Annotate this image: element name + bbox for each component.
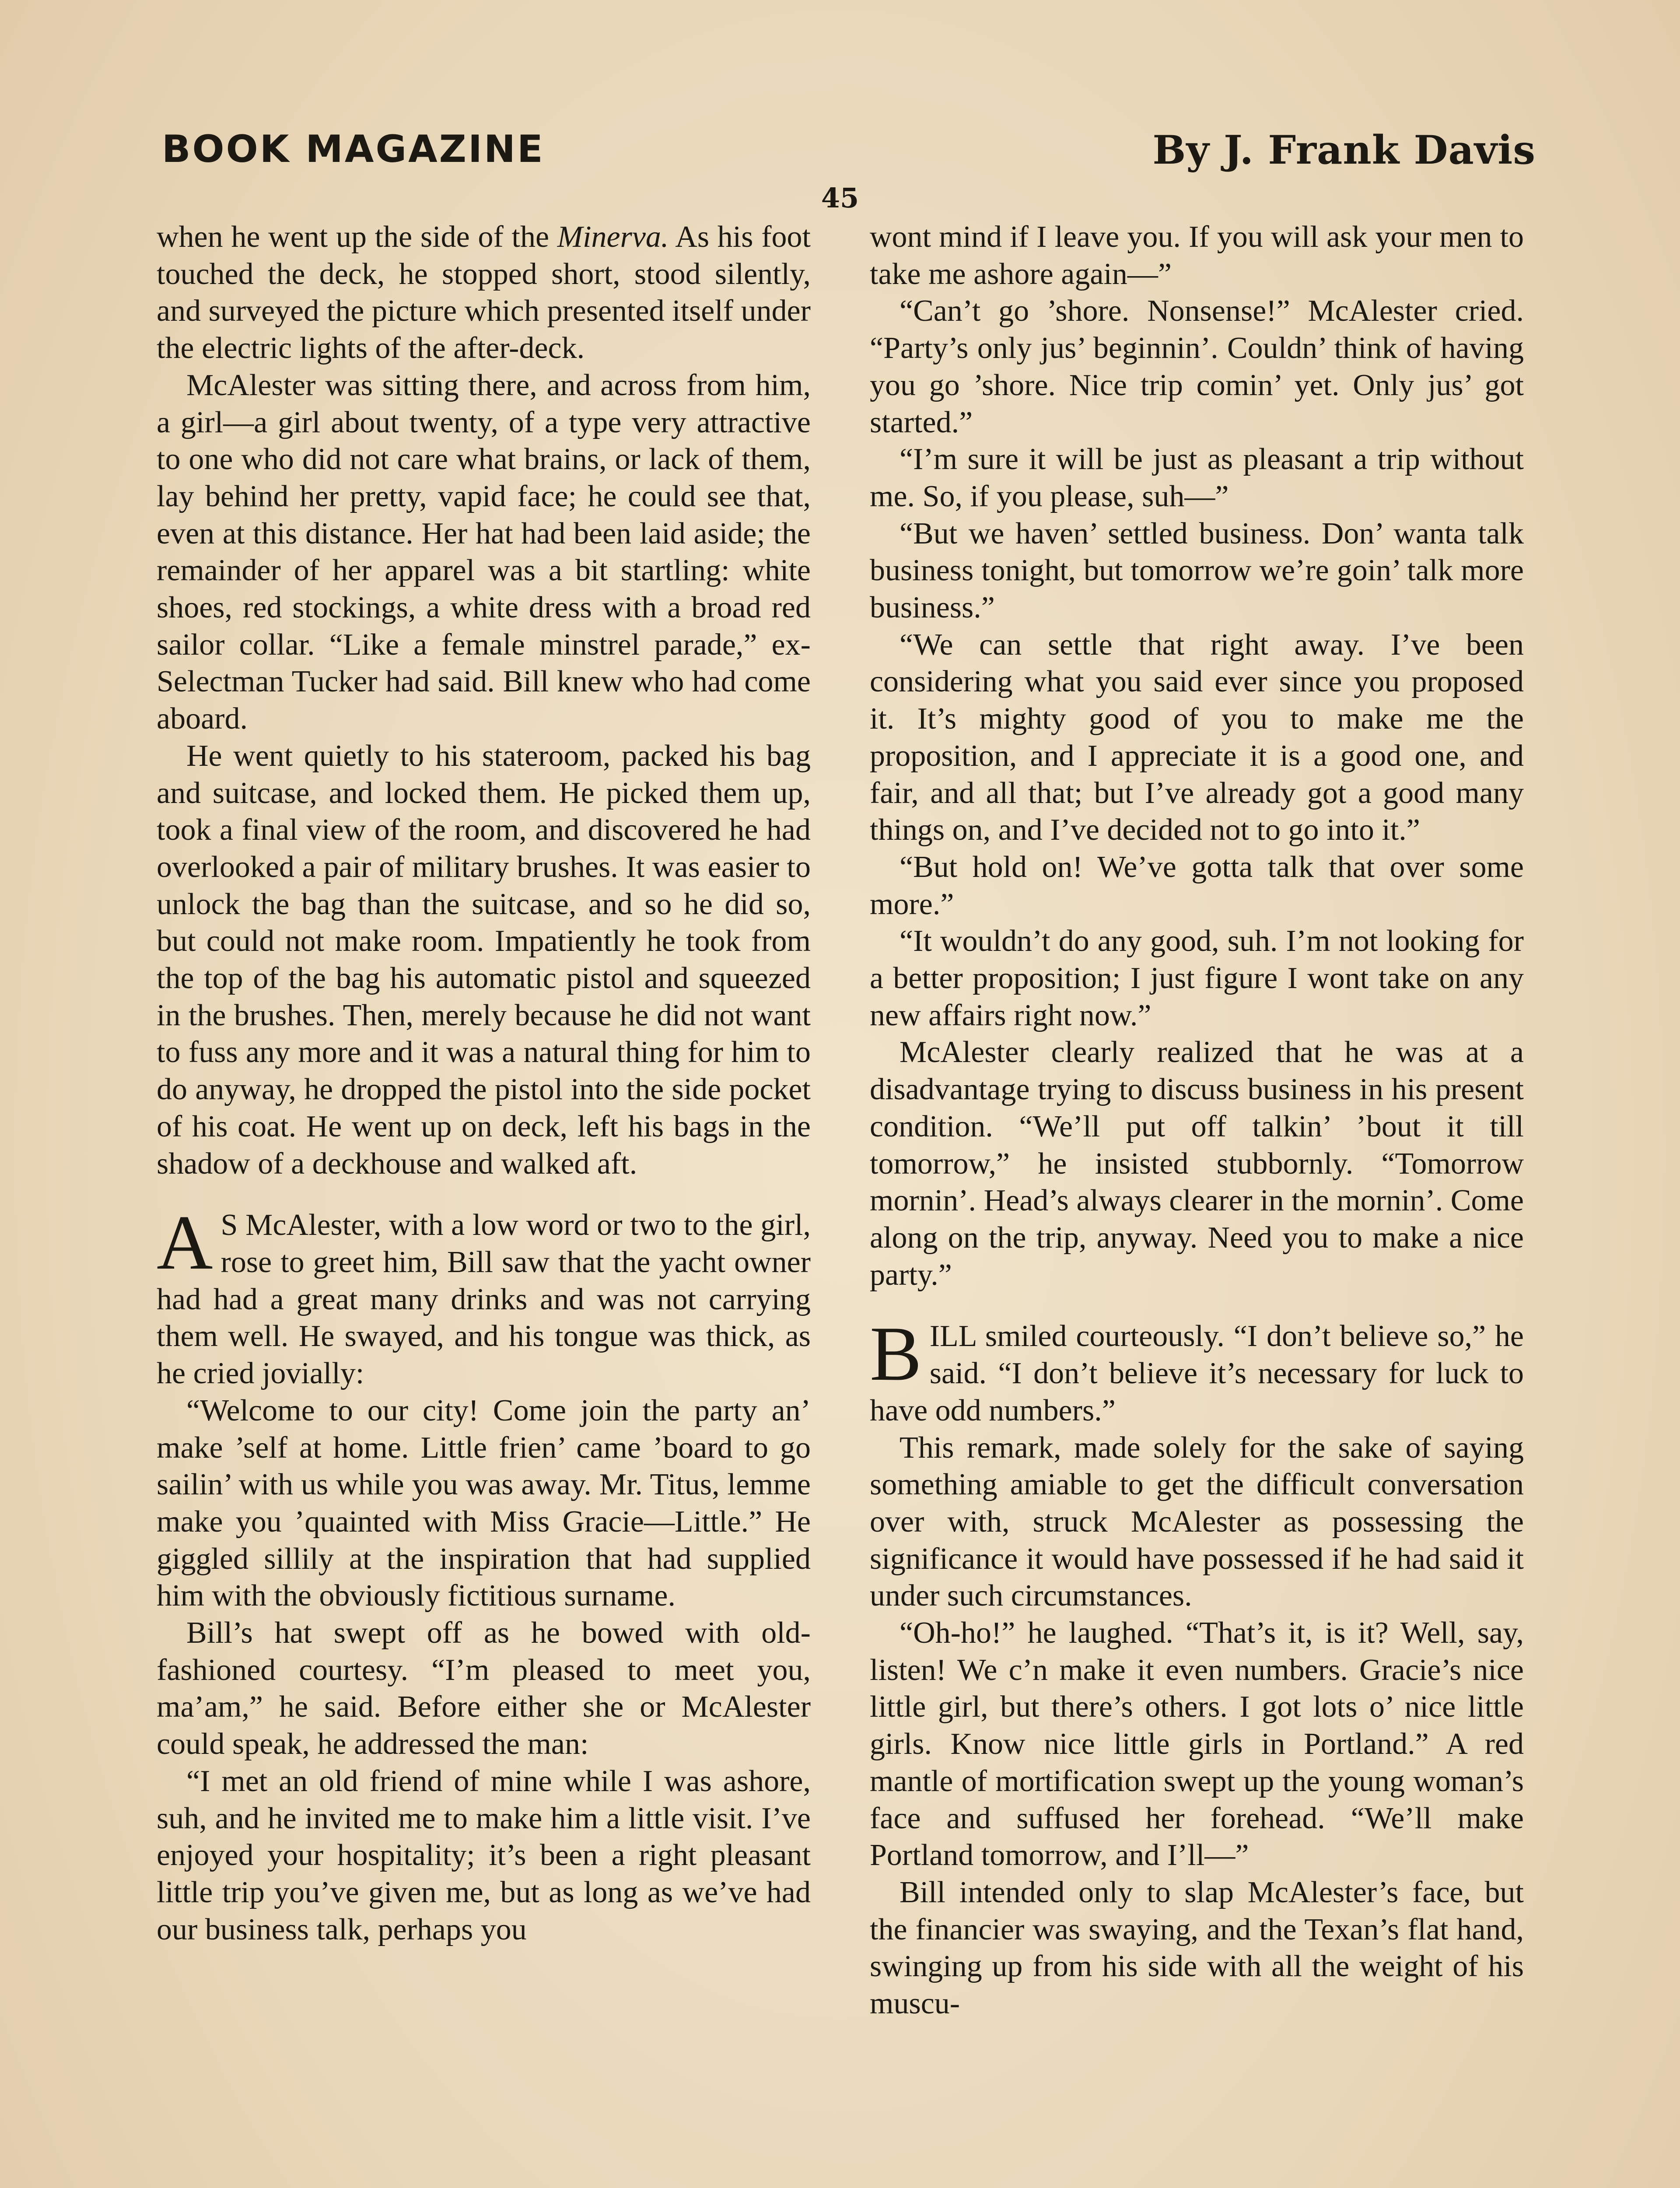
right-column: [870, 219, 1524, 2023]
paragraph: “But we haven’ settled business. Don’ wanta talk business tonight, but tomorrow we’re goin’ talk more business.”: [870, 516, 1524, 625]
paragraph: “Can’t go ’shore. Nonsense!” McAlester cried. “Party’s only jus’ beginnin’. Couldn’ think of having you go ’shore. Nice trip comin’ yet. Only jus’ got started.”: [870, 294, 1524, 439]
paragraph: BILL smiled courteously. “I don’t believe so,” he said. “I don’t believe it’s necessary for luck to have odd numbers.”: [870, 1310, 1524, 1427]
paragraph: Bill intended only to slap McAlester’s face, but the financier was swaying, and the Texan’s flat hand, swinging up from his side with all the weight of his muscu-: [870, 1875, 1524, 2021]
paragraph: McAlester was sitting there, and across from him, a girl—a girl about twenty, of a type very attractive to one who did not care what brains, or lack of them, lay behind her pretty, vapid face; he could see that, even at this distance. Her hat had been laid aside; the remainder of her apparel was a bit startling: white shoes, red stockings, a white dress with a broad red sailor collar. “Like a female minstrel parade,” ex-Selectman Tucker had said. Bill knew who had come aboard.: [157, 368, 811, 736]
paragraph: “It wouldn’t do any good, suh. I’m not looking for a better proposition; I just figure I wont take on any new affairs right now.”: [870, 924, 1524, 1032]
paragraph: “We can settle that right away. I’ve been considering what you said ever since you proposed it. It’s mighty good of you to make me the proposition, and I appreciate it is a good one, and fair, and all that; but I’ve already got a good many things on, and I’ve decided not to go into it.”: [870, 628, 1524, 847]
paragraph: “I met an old friend of mine while I was ashore, suh, and he invited me to make him a little visit. I’ve enjoyed your hospitality; it’s been a right pleasant little trip you’ve given me, but as long as we’ve had our business talk, perhaps you: [157, 1764, 811, 1946]
paragraph: “I’m sure it will be just as pleasant a trip without me. So, if you please, suh—”: [870, 442, 1524, 513]
drop-cap: B: [870, 1310, 922, 1397]
paragraph: wont mind if I leave you. If you will ask your men to take me ashore again—”: [870, 220, 1524, 291]
ship-name: Minerva.: [557, 220, 669, 254]
left-column: [157, 219, 811, 1948]
paragraph: This remark, made solely for the sake of saying something amiable to get the difficult conversation over with, struck McAlester as possessing the significance it would have possessed if he had said it under such circumstances.: [870, 1431, 1524, 1613]
paragraph: “Oh-ho!” he laughed. “That’s it, is it? Well, say, listen! We c’n make it even numbers. Gracie’s nice little girl, but there’s others. I got lots o’ nice little girls. Know nice little girls in Portland.” A red mantle of mortification swept up the young woman’s face and suffused her forehead. “We’ll make Portland tomorrow, and I’ll—”: [870, 1616, 1524, 1872]
magazine-title: BOOK MAGAZINE: [162, 127, 545, 171]
paragraph: “But hold on! We’ve gotta talk that over some more.”: [870, 850, 1524, 921]
paragraph: when he went up the side of the Minerva. As his foot touched the deck, he stopped short, stood silently, and surveyed the picture which presented itself under the electric lights of the after-deck.: [157, 220, 811, 365]
drop-cap: A: [157, 1199, 213, 1286]
paragraph: He went quietly to his stateroom, packed his bag and suitcase, and locked them. He picked them up, took a final view of the room, and discovered he had overlooked a pair of military brushes. It was easier to unlock the bag than the suitcase, and so he did so, but could not make room. Impatiently he took from the top of the bag his automatic pistol and squeezed in the brushes. Then, merely because he did not want to fuss any more and it was a natural thing for him to do anyway, he dropped the pistol into the side pocket of his coat. He went up on deck, left his bags in the shadow of a deckhouse and walked aft.: [157, 739, 811, 1181]
page-number: 45: [821, 182, 859, 214]
paragraph: Bill’s hat swept off as he bowed with old-fashioned courtesy. “I’m pleased to meet you, ma’am,” he said. Before either she or McAlester could speak, he addressed the man:: [157, 1616, 811, 1761]
paragraph: “Welcome to our city! Come join the party an’ make ’self at home. Little frien’ came ’board to go sailin’ with us while you was away. Mr. Titus, lemme make you ’quainted with Miss Gracie—Little.” He giggled sillily at the inspiration that had supplied him with the obviously fictitious surname.: [157, 1393, 811, 1613]
paragraph: McAlester clearly realized that he was at a disadvantage trying to discuss business in his present condition. “We’ll put off talkin’ ’bout it till tomorrow,” he insisted stubbornly. “Tomorrow mornin’. Head’s always clearer in the mornin’. Come along on the trip, anyway. Need you to make a nice party.”: [870, 1035, 1524, 1292]
author-byline: By J. Frank Davis: [1152, 127, 1536, 173]
paragraph: A S McAlester, with a low word or two to the girl, rose to greet him, Bill saw that the yacht owner had had a great many drinks and was not carrying them well. He swayed, and his tongue was thick, as he cried jovially:: [157, 1199, 811, 1391]
